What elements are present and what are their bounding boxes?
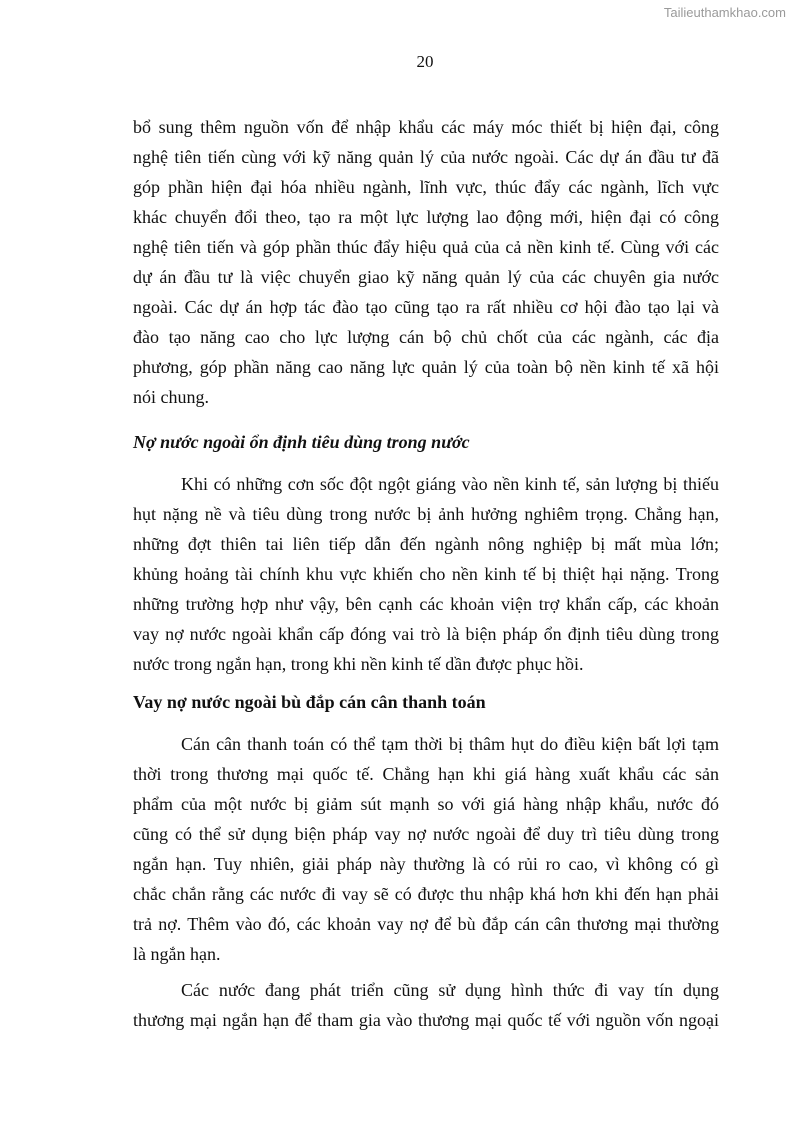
page-number: 20 xyxy=(416,52,434,71)
paragraph-line: bổ sung thêm nguồn vốn để nhập khẩu các máy móc thiết bị hiện đại, công xyxy=(133,117,719,137)
paragraph-line: là ngắn hạn. xyxy=(133,944,221,964)
paragraph-line: thương mại ngắn hạn để tham gia vào thương mại quốc tế với nguồn vốn ngoại xyxy=(133,1010,719,1030)
watermark: Tailieuthamkhao.com xyxy=(663,5,786,20)
paragraph-line: hụt nặng nề và tiêu dùng trong nước bị ảnh hưởng nghiêm trọng. Chẳng hạn, xyxy=(133,504,719,524)
paragraph-line: trả nợ. Thêm vào đó, các khoản vay nợ để bù đắp cán cân thương mại thường xyxy=(133,914,719,934)
paragraph-line: đào tạo năng cao cho lực lượng cán bộ chủ chốt của các ngành, các địa xyxy=(133,327,719,347)
paragraph-line: nghệ tiên tiến và góp phần thúc đẩy hiệu quả của cả nền kinh tế. Cùng với các xyxy=(133,237,719,257)
paragraph-line: ngoài. Các dự án hợp tác đào tạo cũng tạo ra rất nhiều cơ hội đào tạo lại và xyxy=(133,297,719,317)
paragraph-line: những trường hợp như vậy, bên cạnh các khoản viện trợ khẩn cấp, các khoản xyxy=(133,594,719,614)
paragraph-line: cũng có thể sử dụng biện pháp vay nợ nước ngoài để duy trì tiêu dùng trong xyxy=(133,824,719,844)
paragraph-line: khác chuyển đổi theo, tạo ra một lực lượng lao động mới, hiện đại có công xyxy=(133,207,719,227)
paragraph-line: góp phần hiện đại hóa nhiều ngành, lĩnh vực, thúc đẩy các ngành, lĩch vực xyxy=(133,177,719,197)
paragraph-line: ngắn hạn. Tuy nhiên, giải pháp này thường là có rủi ro cao, vì không có gì xyxy=(133,854,719,874)
paragraph-line: chắc chắn rằng các nước đi vay sẽ có được thu nhập khá hơn khi đến hạn phải xyxy=(133,884,719,904)
paragraph-line: nói chung. xyxy=(133,387,209,407)
paragraph-line: vay nợ nước ngoài khẩn cấp đóng vai trò là biện pháp ổn định tiêu dùng trong xyxy=(133,624,719,644)
paragraph-line: dự án đầu tư là việc chuyển giao kỹ năng quản lý của các chuyên gia nước xyxy=(133,267,719,287)
paragraph-line: Cán cân thanh toán có thể tạm thời bị thâm hụt do điều kiện bất lợi tạm xyxy=(181,734,719,754)
paragraph-line: những đợt thiên tai liên tiếp dẫn đến ngành nông nghiệp bị mất mùa lớn; xyxy=(133,534,719,554)
paragraph-line: phương, góp phần năng cao năng lực quản lý của toàn bộ nền kinh tế xã hội xyxy=(133,357,719,377)
paragraph-line: thời trong thương mại quốc tế. Chẳng hạn khi giá hàng xuất khẩu các sản xyxy=(133,764,719,784)
section-heading: Nợ nước ngoài ổn định tiêu dùng trong nước xyxy=(133,432,470,452)
section-heading: Vay nợ nước ngoài bù đắp cán cân thanh toán xyxy=(133,692,486,712)
paragraph-line: khủng hoảng tài chính khu vực khiến cho nền kinh tế bị thiệt hại nặng. Trong xyxy=(133,564,719,584)
paragraph-line: phẩm của một nước bị giảm sút mạnh so với giá hàng nhập khẩu, nước đó xyxy=(133,794,719,814)
paragraph-line: nước trong ngắn hạn, trong khi nền kinh tế dần được phục hồi. xyxy=(133,654,584,674)
paragraph-line: nghệ tiên tiến cùng với kỹ năng quản lý của nước ngoài. Các dự án đầu tư đã xyxy=(133,147,719,167)
paragraph-line: Khi có những cơn sốc đột ngột giáng vào nền kinh tế, sản lượng bị thiếu xyxy=(181,474,719,494)
paragraph-line: Các nước đang phát triển cũng sử dụng hình thức đi vay tín dụng xyxy=(181,980,719,1000)
